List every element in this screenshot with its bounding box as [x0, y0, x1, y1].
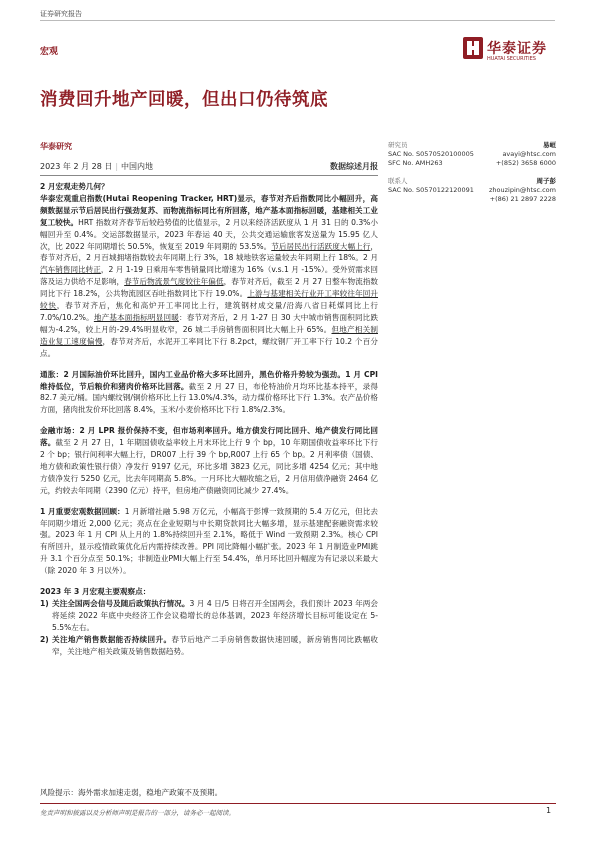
- page-number: 1: [546, 806, 552, 815]
- paragraph-text: 截至 2 月 27 日，1 年期国债收益率较上月末环比上行 9 个 bp，10 年期国债收益率环比下行 2 个 bp；银行间利率大幅上行，DR007 上行 39 个 bp,R007 上行 65 个 bp。2 月利率债（国债、地方债和政策性银行债）净发行 9197 亿元，环比多增 3823 亿元，同比多增 4254 亿元；其中地方债净发行 5250 亿元，比去年同期高 5.8%。一月环比大幅收缩之后，2 月信用债净融资 2464 亿元，约较去年同期（2390 亿元）持平，但房地产债融资同比减少 27.4%。: [40, 438, 379, 495]
- report-date: 2023 年 2 月 28 日: [40, 162, 113, 171]
- risk-warning: 风险提示：海外需求加速走弱，稳地产政策不及预期。: [40, 788, 223, 797]
- paragraph-text: ，2 月 1-19 日乘用车零售销量同比增速为 16%（v.s.1 月 -15%）。受外贸需求回落及运力供给不足影响，: [40, 265, 379, 287]
- paragraph-inflation: [40, 369, 378, 417]
- list-number: 1): [40, 599, 49, 608]
- highlight-text: 春节后物流景气度较往年偏低: [124, 277, 224, 287]
- footer-divider: [40, 803, 556, 804]
- analyst-2-phone-row: [388, 195, 556, 204]
- analyst-email[interactable]: avayi@htsc.com: [502, 150, 556, 158]
- paragraph-text: ，春节对齐后，水泥开工率同比下行 8.2pct，螺纹钢厂开工率下行 10.2 个百分点。: [40, 336, 378, 358]
- analyst-1-sfc-row: [388, 159, 556, 168]
- paragraph-text: HRT 指数对齐春节后较趋势值的比值显示，2 月以来经济活跃度从 1 月 31 日的 0.3%小幅回升至 0.4%。交运部数据显示，2023 年春运 40 天，公共交通运输旅客发送量为 15.95 亿人次，比 2022 年同期增长 50.5%，恢复至 2019 年同期的 53.5%。: [40, 217, 378, 251]
- analyst-2-header: [388, 177, 556, 186]
- section-heading: 2023 年 3 月宏观主要观察点：: [40, 587, 151, 597]
- paragraph-activity: [40, 193, 378, 360]
- logo-chinese-name: 华泰证券: [487, 41, 547, 57]
- list-item-lead: 关注全国两会信号及随后政策执行情况。: [52, 599, 190, 608]
- list-item-text: 春节后地产二手房销售数据快速回暖，新房销售同比跌幅收窄，关注地产相关政策及销售数据趋势。: [52, 634, 379, 656]
- paragraph-lead: 通胀：2 月国际油价环比回升，国内工业品价格大多环比回升，黑色价格升势较为强劲。1 月 CPI 维持低位，节后粮价和猪肉价格环比回落。: [40, 369, 378, 391]
- analyst-role: 联系人: [388, 177, 408, 185]
- analyst-email[interactable]: zhouzipin@htsc.com: [489, 186, 556, 194]
- list-item-text: 3 月 4 日/5 日将召开全国两会，我们预计 2023 年两会将延续 2022 年底中央经济工作会议稳增长的总体基调，2023 年经济增长目标可能设定在 5-5.5%左右。: [52, 599, 379, 632]
- list-item: [40, 598, 378, 634]
- analyst-sfc: SFC No. AMH263: [388, 159, 443, 167]
- date-separator: |: [115, 162, 119, 171]
- huatai-logo-icon: [463, 37, 483, 59]
- paragraph-lead: 华泰宏观重启指数(Hutai Reopening Tracker, HRT)显示，春节对齐后指数同比小幅回升，高频数据显示节后居民出行强劲复苏、而物流指标同比有所回落，地产基本面指标回暖，基建相关工业复工较快。: [40, 193, 378, 227]
- highlight-text: 上游与基建相关行业开工率较往年回升较快: [40, 289, 379, 311]
- paragraph-text: 截至 2 月 27 日，布伦特油价月均环比基本持平，录得 82.7 美元/桶。国内螺纹钢/铜价格环比上行 13.0%/4.3%，动力煤价格环比下行 1.3%。农产品价格方面，猪肉批发价环比回落 8.4%，玉米/小麦价格环比下行 1.8%/2.3%。: [40, 381, 378, 415]
- report-type: 数据综述月报: [330, 162, 378, 171]
- analyst-sac: SAC No. S0570520100005: [388, 150, 474, 158]
- analyst-panel: [388, 141, 556, 204]
- paragraph-text: ，春节对齐后，焦化和高炉开工率同比上行，建筑钢材成交量/沿海八省日耗煤同比上行 7.0%/10.2%。: [40, 301, 379, 322]
- paragraph-text: 1 月新增社融 5.98 万亿元，小幅高于彭博一致预期的 5.4 万亿元，但比去年同期少增近 2,000 亿元；亮点在企业短期与中长期贷款同比大幅多增，显示基建配套融资需求较强。2023 年 1 月 CPI 从上月的 1.8%持续回升至 2.1%，略低于 Wind 一致预期 2.3%。核心 CPI 有所回升，显示疫情政策优化后内需持续改善。PPI 同比降幅小幅扩张。2023 年 1 月制造业PMI跳升 3.1 个百分点至 50.1%；非制造业PMI大幅上行至 54.4%，单月环比回升幅度为有记录以来最大（除 2020 年 3 月以外）。: [40, 506, 378, 576]
- paragraph-lead: 1 月重要宏观数据回顾：: [40, 506, 125, 516]
- footer-disclaimer: 免责声明和披露以及分析师声明是报告的一部分，请务必一起阅读。: [40, 809, 235, 817]
- section-tag: 宏观: [40, 47, 59, 57]
- highlight-text: 汽车销售同比转正: [40, 265, 101, 275]
- paragraph-january-review: [40, 506, 378, 577]
- highlight-text: 地产基本面指标明显回暖: [93, 312, 179, 322]
- paragraph-lead: 金融市场：2 月 LPR 报价保持不变，但市场利率回升。地方债发行同比回升、地产债发行同比回落。: [40, 426, 378, 448]
- analyst-phone: +(852) 3658 6000: [495, 159, 556, 167]
- logo-english-name: HUATAI SECURITIES: [487, 56, 536, 62]
- analyst-2-sac-row: [388, 186, 556, 195]
- report-region: 中国内地: [121, 162, 154, 171]
- highlight-text: 但地产相关制造业复工速度偏慢: [40, 324, 378, 346]
- analyst-name: 周子彭: [536, 177, 556, 185]
- header-divider: [40, 20, 555, 21]
- report-category-label: 证券研究报告: [40, 10, 82, 18]
- paragraph-text: ，春节对齐后，2 月百城拥堵指数较去年同期上行 3%，18 城地铁客运量较去年同期上行 18%。2 月: [40, 241, 378, 263]
- analyst-role: 研究员: [388, 141, 408, 149]
- analyst-phone: +(86) 21 2897 2228: [489, 195, 556, 203]
- date-line: [40, 161, 153, 172]
- company-logo: [463, 34, 563, 68]
- report-body: [40, 181, 378, 658]
- list-item-lead: 关注地产销售数据能否持续回升。: [52, 634, 172, 644]
- analyst-name: 易峘: [543, 141, 556, 149]
- paragraph-financial-market: [40, 425, 378, 496]
- paragraph-text: ，春节对齐后，截至 2 月 27 日整车物流指数同比下行 18.2%，公共物流园区吞吐指数同比下行 19.0%。: [40, 277, 379, 299]
- analyst-1-sac-row: [388, 150, 556, 159]
- analyst-sac: SAC No. S0570122120091: [388, 186, 474, 194]
- analyst-1-header: [388, 141, 556, 150]
- paragraph-text: ：春节对齐后，2 月 1-27 日 30 大中城市销售面积同比跌幅为-4.2%，较上月的-29.4%明显收窄，26 城二手房销售面积同比大幅上升 65%。: [40, 312, 379, 334]
- meta-divider: [40, 175, 378, 176]
- section-heading: 2 月宏观走势几何？: [40, 182, 109, 191]
- list-number: 2): [40, 634, 49, 644]
- report-title: 消费回升地产回暖，但出口仍待筑底: [40, 90, 328, 110]
- highlight-text: 节后居民出行活跃度大幅上行: [271, 241, 371, 251]
- list-item: [40, 634, 378, 658]
- publisher-name: 华泰研究: [40, 142, 72, 151]
